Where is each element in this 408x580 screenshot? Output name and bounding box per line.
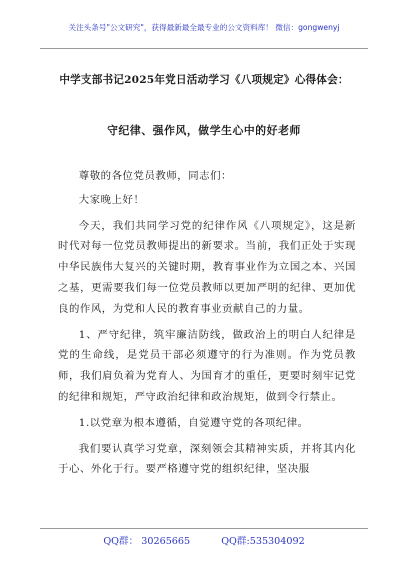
paragraph: 今天，我们共同学习党的纪律作风《八项规定》，这是新时代对每一位党员教师提出的新要求。当前，我们正处于实现中华民族伟大复兴的关键时期，教育事业作为立国之本、兴国之基，更需要我们每一位党员教师以更加严明的纪律、更加优良的作风，为党和人民的教育事业贡献自己的力量。 <box>58 219 356 315</box>
footer-contacts <box>0 533 408 547</box>
footer-divider <box>40 528 368 529</box>
header-banner: 关注头条号"公文研究"，获得最新最全最专业的公文资料库！ 微信：gongwenyj <box>68 23 340 32</box>
document-subtitle: 守纪律、强作风，做学生心中的好老师 <box>107 124 301 137</box>
qq-group-1: QQ群： 30265665 <box>103 536 191 547</box>
qq-group-2: QQ群:535304092 <box>221 536 305 547</box>
document-body <box>58 166 356 485</box>
paragraph: 1、严守纪律，筑牢廉洁防线，做政治上的明白人纪律是党的生命线，是党员干部必须遵守的行为准则。作为党员教师，我们肩负着为党育人、为国育才的重任，更要时刻牢记党的纪律和规矩，严守政治纪律和政治规矩，做到令行禁止。 <box>58 328 356 403</box>
paragraph: 我们要认真学习党章，深刻领会其精神实质，并将其内化于心、外化于行。要严格遵守党的组织纪律，坚决服 <box>58 442 356 476</box>
header-divider <box>40 48 368 49</box>
paragraph: 大家晚上好！ <box>78 193 145 206</box>
document-title: 中学支部书记2025年党日活动学习《八项规定》心得体会： <box>59 74 349 86</box>
greeting: 尊敬的各位党员教师，同志们： <box>78 170 232 182</box>
paragraph: 1.以党章为根本遵循，自觉遵守党的各项纪律。 <box>78 416 309 429</box>
